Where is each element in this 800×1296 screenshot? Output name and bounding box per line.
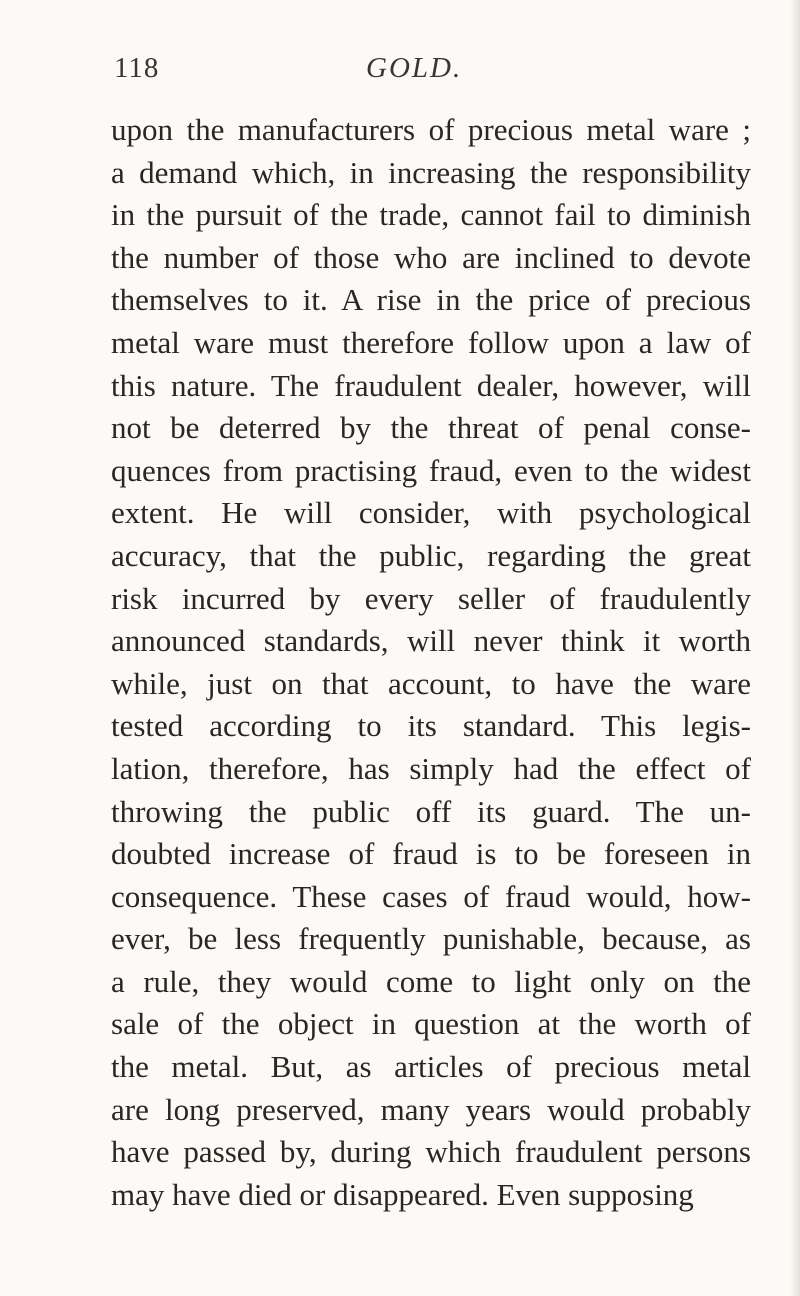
- text-line: while, just on that account, to have the ware: [111, 665, 751, 701]
- text-line: the number of those who are inclined to devote: [111, 239, 751, 275]
- text-line: announced standards, will never think it worth: [111, 623, 751, 659]
- text-line: risk incurred by every seller of fraudulently: [111, 580, 751, 616]
- text-line: quences from practising fraud, even to the widest: [111, 452, 751, 488]
- text-line: metal ware must therefore follow upon a law of: [111, 324, 751, 360]
- running-title: GOLD.: [366, 52, 463, 84]
- page-edge-shadow: [790, 0, 800, 1296]
- text-line: lation, therefore, has simply had the effect of: [111, 750, 751, 786]
- text-line: sale of the object in question at the worth of: [111, 1006, 751, 1042]
- text-line: extent. He will consider, with psychological: [111, 495, 751, 531]
- text-line: a demand which, in increasing the responsibility: [111, 154, 751, 190]
- text-line: have passed by, during which fraudulent persons: [111, 1134, 751, 1170]
- body-text: [111, 109, 751, 1216]
- text-line: doubted increase of fraud is to be foreseen in: [111, 836, 751, 872]
- page-number: 118: [114, 52, 160, 84]
- text-line: may have died or disappeared. Even supposing: [111, 1176, 694, 1212]
- text-line: the metal. But, as articles of precious metal: [111, 1049, 751, 1085]
- text-line: not be deterred by the threat of penal conse-: [111, 410, 751, 446]
- text-line: throwing the public off its guard. The un-: [111, 793, 751, 829]
- running-head: [114, 52, 724, 92]
- text-line: ever, be less frequently punishable, because, as: [111, 921, 751, 957]
- text-line: accuracy, that the public, regarding the great: [111, 537, 751, 573]
- text-line: tested according to its standard. This legis-: [111, 708, 751, 744]
- text-line: this nature. The fraudulent dealer, however, will: [111, 367, 751, 403]
- text-line: a rule, they would come to light only on the: [111, 963, 751, 999]
- text-line: consequence. These cases of fraud would, how-: [111, 878, 751, 914]
- text-line: themselves to it. A rise in the price of precious: [111, 282, 751, 318]
- text-line: upon the manufacturers of precious metal ware ;: [111, 112, 751, 147]
- text-line: in the pursuit of the trade, cannot fail to diminish: [111, 197, 751, 233]
- text-line: are long preserved, many years would probably: [111, 1091, 751, 1127]
